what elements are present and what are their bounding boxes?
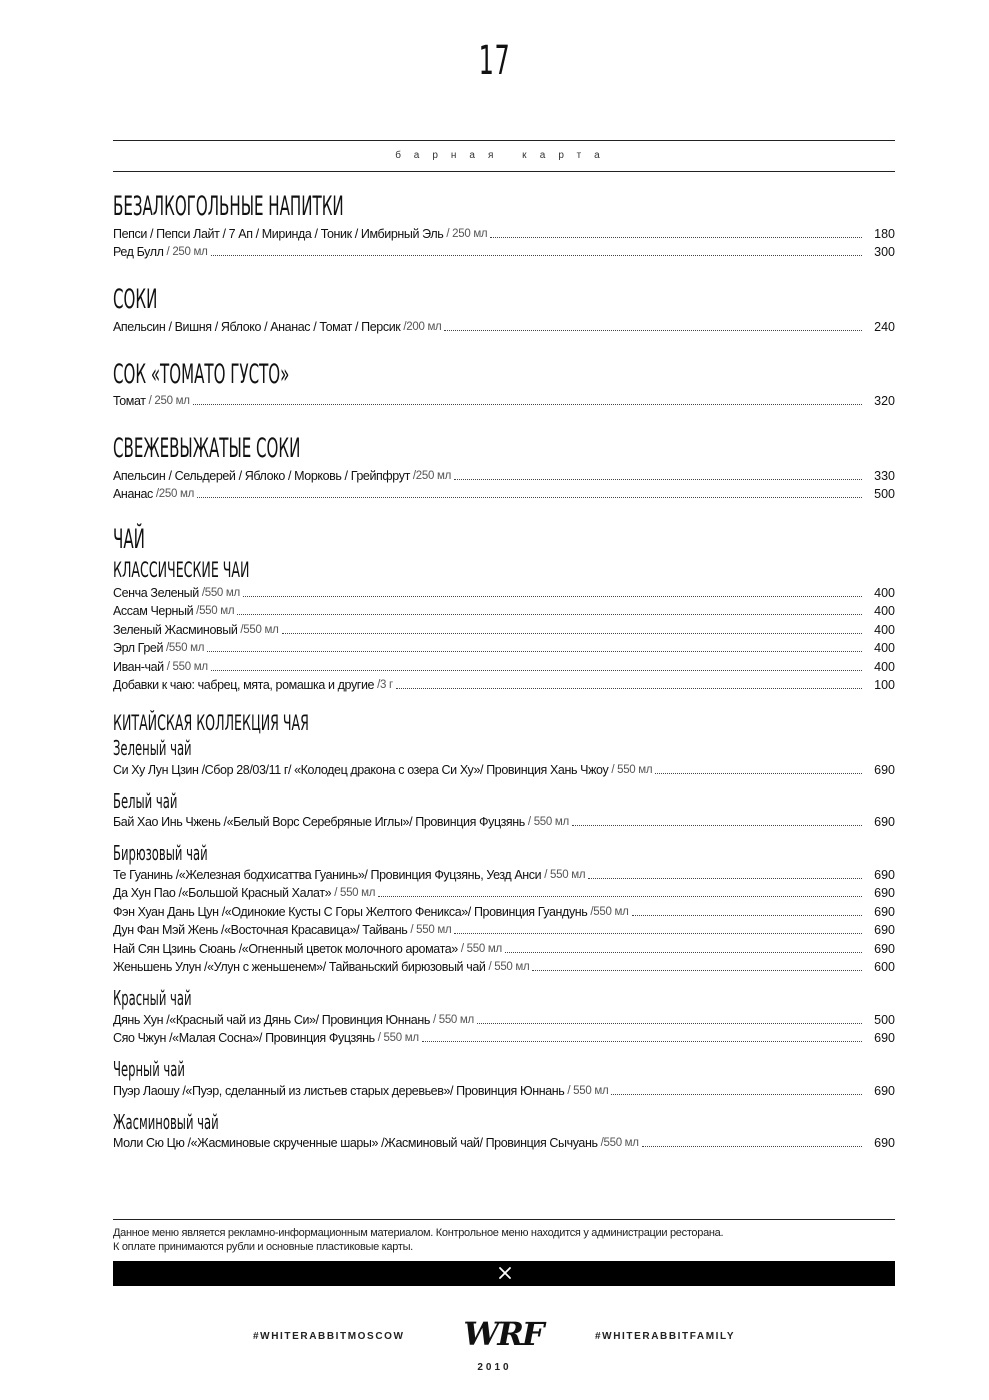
dot-leader (237, 614, 862, 615)
item-price: 690 (874, 941, 895, 956)
item-price: 600 (874, 960, 895, 974)
item-name: Моли Сю Цю /«Жасминовые скрученные шары» /Жасминовый чай/ Провинция Сычуань (113, 1136, 598, 1150)
dot-leader (454, 479, 862, 480)
menu-item (113, 1029, 895, 1048)
dot-leader (505, 952, 862, 953)
item-price: 400 (874, 585, 895, 600)
dot-leader (207, 651, 862, 652)
top-divider (113, 140, 895, 141)
item-name: Ананас (113, 487, 153, 501)
item-name: Зеленый Жасминовый (113, 622, 238, 637)
tea-group-title: Черный чай (113, 1057, 185, 1081)
item-volume: /550 мл (240, 623, 279, 636)
item-name: Томат (113, 394, 146, 408)
menu-item (113, 865, 895, 884)
menu-item (113, 639, 895, 658)
item-name: Най Сян Цзинь Сюань /«Огненный цветок молочного аромата» (113, 941, 458, 956)
menu-item (113, 583, 895, 602)
item-price: 240 (874, 319, 895, 334)
item-name: Да Хун Пао /«Большой Красный Халат» (113, 886, 332, 900)
item-name: Женьшень Улун /«Улун с женьшенем»/ Тайваньский бирюзовый чай (113, 960, 486, 974)
dot-leader (193, 404, 862, 405)
dot-leader (532, 970, 862, 971)
item-name: Сенча Зеленый (113, 585, 199, 600)
dot-leader (422, 1041, 862, 1042)
tea-group-title: Жасминовый чай (113, 1109, 219, 1134)
section-tomato-gusto (113, 358, 895, 411)
dot-leader (282, 633, 862, 634)
hashtag-right: #WHITERABBITFAMILY (595, 1331, 736, 1342)
menu-item (113, 921, 895, 940)
item-volume: /550 мл (201, 586, 240, 599)
item-name: Ассам Черный (113, 604, 194, 618)
item-volume: / 250 мл (166, 246, 208, 258)
item-price: 320 (874, 394, 895, 408)
item-name: Апельсин / Сельдерей / Яблоко / Морковь / Грейпфрут (113, 468, 410, 483)
menu-item (113, 958, 895, 977)
item-price: 100 (874, 678, 895, 692)
item-price: 300 (874, 245, 895, 259)
item-name: Эрл Грей (113, 641, 164, 655)
item-name: Фэн Хуан Дань Цун /«Одинокие Кусты С Горы Желтого Феникса»/ Провинция Гуандунь (113, 904, 588, 919)
item-volume: / 550 мл (432, 1013, 474, 1026)
item-name: Ред Булл (113, 245, 164, 259)
item-price: 690 (874, 923, 895, 937)
item-volume: / 550 мл (544, 868, 586, 881)
page-number: 17 (478, 38, 511, 84)
item-price: 690 (874, 886, 895, 900)
item-price: 690 (874, 815, 895, 829)
menu-item (113, 485, 895, 504)
item-name: Бай Хао Инь Чжень /«Белый Ворс Серебряные Иглы»/ Провинция Фуцзянь (113, 815, 525, 829)
section-title: СВЕЖЕВЫЖАТЫЕ СОКИ (113, 433, 301, 464)
dot-leader (655, 773, 862, 774)
item-volume: / 550 мл (377, 1032, 419, 1044)
item-volume: /250 мл (155, 488, 195, 500)
menu-item (113, 1010, 895, 1029)
menu-item (113, 224, 895, 243)
dot-leader (454, 933, 862, 934)
item-volume: / 250 мл (148, 395, 190, 407)
menu-item (113, 676, 895, 695)
dot-leader (477, 1023, 862, 1024)
item-price: 690 (874, 1031, 895, 1045)
footer-black-bar (113, 1261, 895, 1286)
item-volume: /250 мл (412, 469, 452, 482)
item-volume: /200 мл (403, 320, 442, 333)
subsection-title: КИТАЙСКАЯ КОЛЛЕКЦИЯ ЧАЯ (113, 711, 309, 735)
menu-item (113, 620, 895, 639)
item-volume: / 550 мл (334, 887, 376, 899)
menu-subtitle: барная карта (395, 150, 613, 161)
item-price: 400 (874, 641, 895, 655)
dot-leader (444, 330, 862, 331)
menu-item (113, 902, 895, 921)
dot-leader (197, 497, 862, 498)
dot-leader (642, 1146, 862, 1147)
footer-note-line: К оплате принимаются рубли и основные пластиковые карты. (113, 1241, 413, 1253)
hashtag-left: #WHITERABBITMOSCOW (253, 1331, 405, 1342)
item-volume: / 550 мл (166, 660, 208, 673)
footer-note-line: Данное меню является рекламно-информационным материалом. Контрольное меню находится у администрации ресторана. (113, 1227, 724, 1239)
item-name: Те Гуанинь /«Железная бодхисаттва Гуанинь»/ Провинция Фуцзянь, Уезд Анси (113, 867, 542, 882)
item-volume: / 550 мл (488, 961, 530, 973)
dot-leader (611, 1094, 862, 1095)
dot-leader (243, 596, 862, 597)
section-title: СОКИ (113, 284, 158, 315)
item-price: 400 (874, 659, 895, 674)
section-title: СОК «ТОМАТО ГУСТО» (113, 358, 290, 390)
dot-leader (378, 896, 862, 897)
tea-group-title: Бирюзовый чай (113, 841, 208, 865)
tea-group-title: Белый чай (113, 788, 178, 813)
dot-leader (396, 688, 862, 689)
item-volume: / 550 мл (611, 763, 653, 776)
section-fresh-juices (113, 432, 895, 503)
item-price: 500 (874, 487, 895, 501)
item-name: Дянь Хун /«Красный чай из Дянь Си»/ Провинция Юннань (113, 1012, 430, 1027)
dot-leader (490, 237, 862, 238)
item-volume: /550 мл (196, 605, 235, 617)
item-volume: / 550 мл (567, 1084, 609, 1097)
menu-item (113, 657, 895, 676)
menu-item (113, 243, 895, 262)
section-tea (113, 523, 895, 1152)
item-price: 400 (874, 622, 895, 637)
svg-text:WRF: WRF (463, 1315, 543, 1353)
item-volume: / 550 мл (410, 924, 452, 936)
item-name: Апельсин / Вишня / Яблоко / Ананас / Томат / Персик (113, 319, 401, 334)
dot-leader (588, 878, 862, 879)
item-name: Добавки к чаю: чабрец, мята, ромашка и другие (113, 678, 375, 692)
footer-note (113, 1226, 895, 1254)
item-volume: / 550 мл (527, 816, 569, 828)
dot-leader (211, 670, 862, 671)
footer-year: 2010 (477, 1362, 512, 1373)
item-volume: /550 мл (600, 1137, 639, 1149)
item-price: 690 (874, 1083, 895, 1098)
dot-leader (632, 915, 862, 916)
menu-item (113, 466, 895, 485)
tea-group-title: Красный чай (113, 986, 192, 1010)
item-volume: /550 мл (166, 642, 205, 654)
item-price: 690 (874, 1136, 895, 1150)
item-price: 690 (874, 762, 895, 777)
item-volume: / 250 мл (446, 227, 488, 240)
wrf-logo (447, 1315, 559, 1353)
item-name: Сяо Чжун /«Малая Сосна»/ Провинция Фуцзянь (113, 1031, 375, 1045)
menu-item (113, 813, 895, 832)
menu-item (113, 392, 895, 411)
item-name: Пуэр Лаошу /«Пуэр, сделанный из листьев старых деревьев»/ Провинция Юннань (113, 1083, 565, 1098)
subtitle-divider (113, 171, 895, 172)
item-price: 690 (874, 904, 895, 919)
section-juices (113, 283, 895, 336)
menu-item (113, 602, 895, 621)
menu-content (113, 190, 895, 1152)
item-volume: /3 г (377, 679, 393, 691)
item-name: Дун Фан Мэй Жень /«Восточная Красавица»/ Тайвань (113, 923, 408, 937)
item-volume: / 550 мл (460, 942, 502, 955)
dot-leader (211, 255, 862, 256)
menu-item (113, 317, 895, 336)
section-title: ЧАЙ (113, 524, 145, 555)
tea-group-title: Зеленый чай (113, 736, 192, 760)
subsection-title: КЛАССИЧЕСКИЕ ЧАИ (113, 558, 250, 582)
item-name: Иван-чай (113, 659, 164, 674)
menu-item (113, 1134, 895, 1153)
section-title: БЕЗАЛКОГОЛЬНЫЕ НАПИТКИ (113, 191, 344, 222)
item-name: Си Ху Лун Цзин /Сбор 28/03/11 г/ «Колодец дракона с озера Си Ху»/ Провинция Хань Чжоу (113, 762, 609, 777)
dot-leader (572, 825, 862, 826)
item-price: 500 (874, 1012, 895, 1027)
item-name: Пепси / Пепси Лайт / 7 Ап / Миринда / Тоник / Имбирный Эль (113, 226, 444, 241)
footer-divider (113, 1219, 895, 1220)
menu-item (113, 1081, 895, 1100)
item-price: 330 (874, 468, 895, 483)
menu-item (113, 884, 895, 903)
item-price: 180 (874, 226, 895, 241)
item-price: 690 (874, 867, 895, 882)
item-volume: /550 мл (590, 905, 629, 918)
fork-knife-icon (497, 1265, 513, 1281)
menu-item (113, 939, 895, 958)
section-soft-drinks (113, 190, 895, 261)
item-price: 400 (874, 604, 895, 618)
menu-item (113, 760, 895, 779)
